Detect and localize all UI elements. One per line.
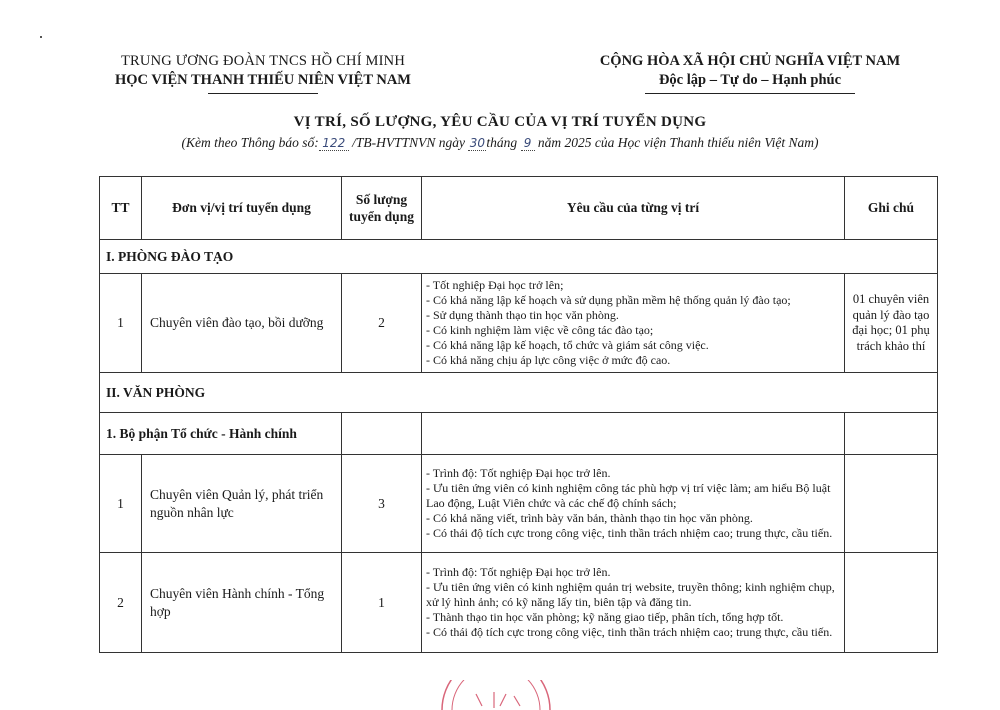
row-qty: 2 [342, 274, 422, 373]
requirement-line: - Có khả năng viết, trình bày văn bản, thành thạo tin học văn phòng. [426, 511, 753, 525]
document-title: VỊ TRÍ, SỐ LƯỢNG, YÊU CẦU CỦA VỊ TRÍ TUYỂN DỤNG [293, 114, 707, 130]
requirement-line: - Ưu tiên ứng viên có kinh nghiệm quản trị website, truyền thông; kinh nghiệm chụp, xử lý hình ảnh; có kỹ năng lấy tin, biên tập và đăng tin. [426, 580, 835, 609]
row-note [845, 553, 938, 653]
table-row [100, 455, 938, 553]
section-row [100, 373, 938, 413]
section-training: I. PHÒNG ĐÀO TẠO [100, 240, 938, 274]
row-unit: Chuyên viên Quản lý, phát triển nguồn nhân lực [142, 455, 342, 553]
scan-speck [40, 36, 42, 38]
header-unit: Đơn vị/vị trí tuyển dụng [142, 177, 342, 240]
national-motto: Độc lập – Tự do – Hạnh phúc [658, 72, 842, 88]
red-seal-stamp [436, 680, 556, 710]
header-tt: TT [100, 177, 142, 240]
empty-cell [422, 413, 845, 455]
section-office: II. VĂN PHÒNG [100, 373, 938, 413]
row-requirements [422, 274, 845, 373]
header-requirements: Yêu cầu của từng vị trí [422, 177, 845, 240]
row-unit: Chuyên viên đào tạo, bồi dưỡng [142, 274, 342, 373]
requirement-line: - Có kinh nghiệm làm việc về công tác đào tạo; [426, 323, 654, 337]
notice-number: 122 [319, 136, 349, 151]
seal-inner-ring [452, 680, 540, 710]
row-tt: 1 [100, 274, 142, 373]
requirement-line: - Ưu tiên ứng viên có kinh nghiệm công tác phù hợp vị trí việc làm; am hiểu Bộ luật Lao động, Luật Viên chức và các chế độ chính sách; [426, 481, 831, 510]
national-title: CỘNG HÒA XÃ HỘI CHỦ NGHĨA VIỆT NAM [599, 53, 901, 69]
national-header [575, 52, 925, 94]
table-header-row [100, 177, 938, 240]
table-row [100, 274, 938, 373]
empty-cell [845, 413, 938, 455]
issuer-parent-org: TRUNG ƯƠNG ĐOÀN TNCS HỒ CHÍ MINH [120, 53, 406, 69]
subtitle-part2: /TB-HVTTNVN ngày [352, 135, 466, 150]
requirement-line: - Thành thạo tin học văn phòng; kỹ năng giao tiếp, phân tích, tổng hợp tốt. [426, 610, 784, 624]
issuer-underline [208, 93, 318, 94]
subsection-admin: 1. Bộ phận Tổ chức - Hành chính [100, 413, 342, 455]
seal-mark [514, 696, 520, 706]
row-requirements [422, 455, 845, 553]
subtitle-part1: (Kèm theo Thông báo số: [181, 135, 319, 150]
row-note [845, 455, 938, 553]
subsection-row [100, 413, 938, 455]
requirement-line: - Có khả năng lập kế hoạch và sử dụng phần mềm hệ thống quản lý đào tạo; [426, 293, 791, 307]
requirement-line: - Có thái độ tích cực trong công việc, tinh thần trách nhiệm cao; trung thực, cầu tiến. [426, 526, 833, 540]
document-subtitle [0, 135, 1000, 151]
requirement-line: - Tốt nghiệp Đại học trở lên; [426, 278, 564, 292]
issuer-header [88, 52, 438, 94]
row-note: 01 chuyên viên quản lý đào tạo đại học; 01 phụ trách khảo thí [845, 274, 938, 373]
table-row [100, 553, 938, 653]
requirement-line: - Trình độ: Tốt nghiệp Đại học trở lên. [426, 565, 611, 579]
row-tt: 1 [100, 455, 142, 553]
motto-underline [645, 93, 855, 94]
requirement-line: - Có khả năng lập kế hoạch, tổ chức và giám sát công việc. [426, 338, 709, 352]
seal-mark [476, 694, 482, 706]
seal-ring [442, 680, 550, 710]
subtitle-part3: tháng [486, 135, 518, 150]
requirement-line: - Có khả năng chịu áp lực công việc ở mức độ cao. [426, 353, 671, 367]
header-note: Ghi chú [845, 177, 938, 240]
empty-cell [342, 413, 422, 455]
subtitle-part4: năm 2025 của Học viện Thanh thiếu niên Việt Nam) [537, 135, 819, 150]
requirement-line: - Trình độ: Tốt nghiệp Đại học trở lên. [426, 466, 611, 480]
row-qty: 1 [342, 553, 422, 653]
row-tt: 2 [100, 553, 142, 653]
requirement-line: - Sử dụng thành thạo tin học văn phòng. [426, 308, 619, 322]
notice-day: 30 [469, 136, 486, 150]
row-unit: Chuyên viên Hành chính - Tổng hợp [142, 553, 342, 653]
notice-month: 9 [521, 136, 535, 151]
section-row [100, 240, 938, 274]
row-qty: 3 [342, 455, 422, 553]
header-qty: Số lượng tuyển dụng [342, 177, 422, 240]
seal-mark [500, 694, 506, 706]
requirement-line: - Có thái độ tích cực trong công việc, tinh thần trách nhiệm cao; trung thực, cầu tiến. [426, 625, 833, 639]
issuer-org: HỌC VIỆN THANH THIẾU NIÊN VIỆT NAM [115, 72, 411, 88]
recruitment-table [99, 176, 938, 653]
row-requirements [422, 553, 845, 653]
